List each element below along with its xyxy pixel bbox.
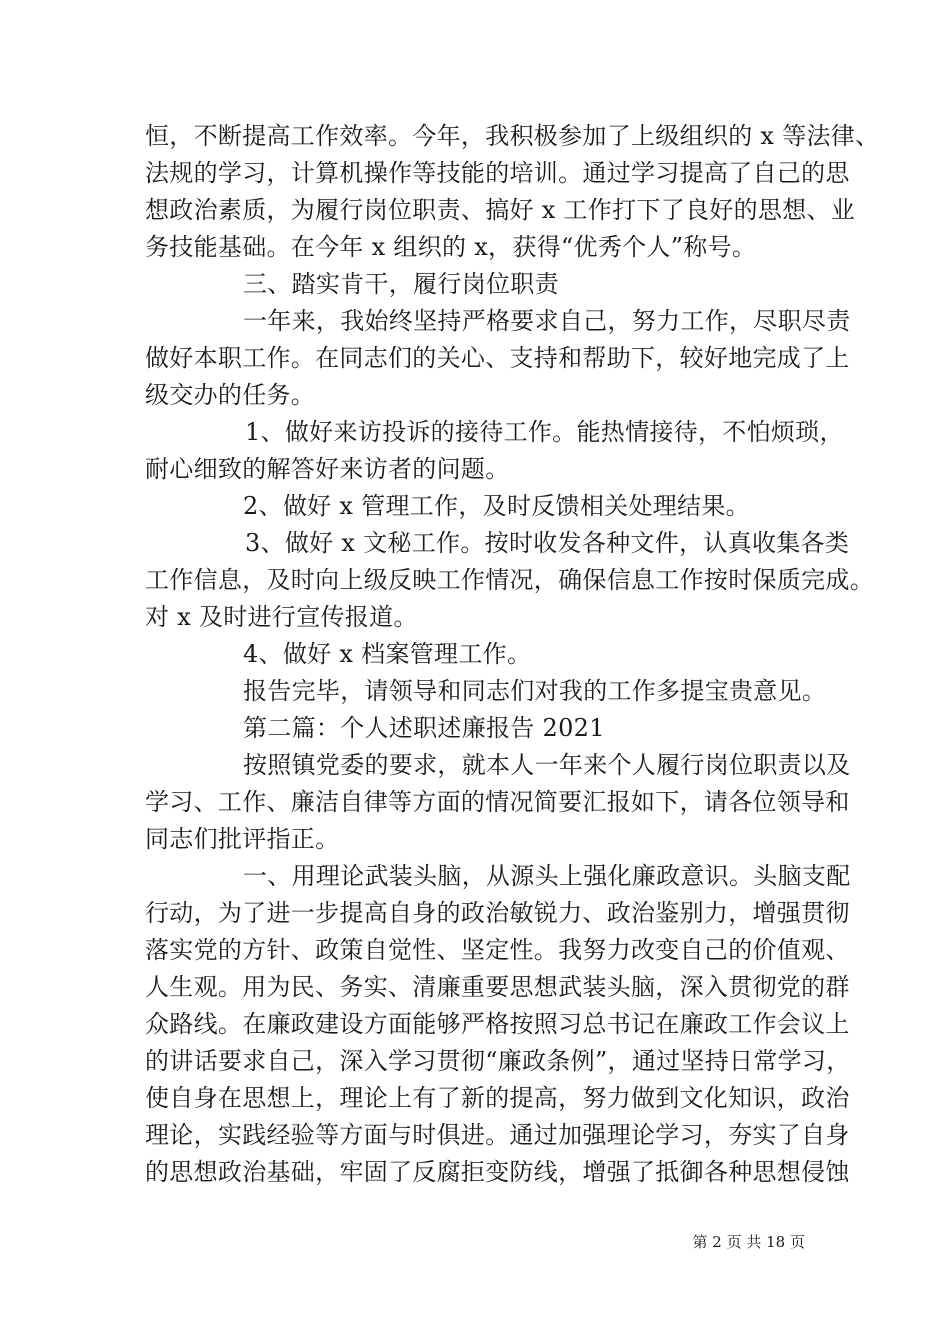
body-text-line: 的讲话要求自己，深入学习贯彻“廉政条例”，通过坚持日常学习， bbox=[145, 1047, 851, 1075]
paragraph-start-line: 按照镇党委的要求，就本人一年来个人履行岗位职责以及 bbox=[243, 751, 851, 779]
body-text-line: 对 x 及时进行宣传报道。 bbox=[145, 603, 418, 631]
page-number-footer: 第 2 页 共 18 页 bbox=[692, 1233, 805, 1251]
body-text-line: 使自身在思想上，理论上有了新的提高，努力做到文化知识，政治 bbox=[145, 1084, 850, 1112]
body-text-line: 级交办的任务。 bbox=[145, 381, 316, 409]
body-text-line: 行动，为了进一步提高自身的政治敏锐力、政治鉴别力，增强贯彻 bbox=[145, 899, 850, 927]
list-item-line: 2、做好 x 管理工作，及时反馈相关处理结果。 bbox=[243, 492, 750, 520]
paragraph-start-line: 报告完毕，请领导和同志们对我的工作多提宝贵意见。 bbox=[243, 677, 827, 705]
paragraph-start-line: 一、用理论武装头脑，从源头上强化廉政意识。头脑支配 bbox=[243, 862, 851, 890]
body-text-line: 落实党的方针、政策自觉性、坚定性。我努力改变自己的价值观、 bbox=[145, 936, 850, 964]
list-item-line: 4、做好 x 档案管理工作。 bbox=[243, 640, 532, 668]
section-title: 第二篇：个人述职述廉报告 2021 bbox=[243, 714, 605, 742]
body-text-line: 理论，实践经验等方面与时俱进。通过加强理论学习，夯实了自身 bbox=[145, 1121, 850, 1149]
body-text-line: 众路线。在廉政建设方面能够严格按照习总书记在廉政工作会议上 bbox=[145, 1010, 850, 1038]
body-text-line: 工作信息，及时向上级反映工作情况，确保信息工作按时保质完成。 bbox=[145, 566, 874, 594]
section-heading: 三、踏实肯干，履行岗位职责 bbox=[243, 270, 559, 298]
body-text-line: 恒，不断提高工作效率。今年，我积极参加了上级组织的 x 等法律、 bbox=[145, 122, 880, 150]
body-text-line: 做好本职工作。在同志们的关心、支持和帮助下，较好地完成了上 bbox=[145, 344, 850, 372]
body-text-line: 务技能基础。在今年 x 组织的 x，获得“优秀个人”称号。 bbox=[145, 233, 757, 261]
body-text-line: 想政治素质，为履行岗位职责、搞好 x 工作打下了良好的思想、业 bbox=[145, 196, 856, 224]
list-item-line: 1、做好来访投诉的接待工作。能热情接待，不怕烦琐， bbox=[245, 418, 844, 446]
body-text-line: 耐心细致的解答好来访者的问题。 bbox=[145, 455, 510, 483]
paragraph-start-line: 一年来，我始终坚持严格要求自己，努力工作，尽职尽责 bbox=[243, 307, 851, 335]
body-text-line: 法规的学习，计算机操作等技能的培训。通过学习提高了自己的思 bbox=[145, 159, 850, 187]
body-text-line: 学习、工作、廉洁自律等方面的情况简要汇报如下，请各位领导和 bbox=[145, 788, 850, 816]
body-text-line: 人生观。用为民、务实、清廉重要思想武装头脑，深入贯彻党的群 bbox=[145, 973, 850, 1001]
body-text-line: 的思想政治基础，牢固了反腐拒变防线，增强了抵御各种思想侵蚀 bbox=[145, 1158, 850, 1186]
list-item-line: 3、做好 x 文秘工作。按时收发各种文件，认真收集各类 bbox=[245, 529, 850, 557]
body-text-line: 同志们批评指正。 bbox=[145, 825, 340, 853]
